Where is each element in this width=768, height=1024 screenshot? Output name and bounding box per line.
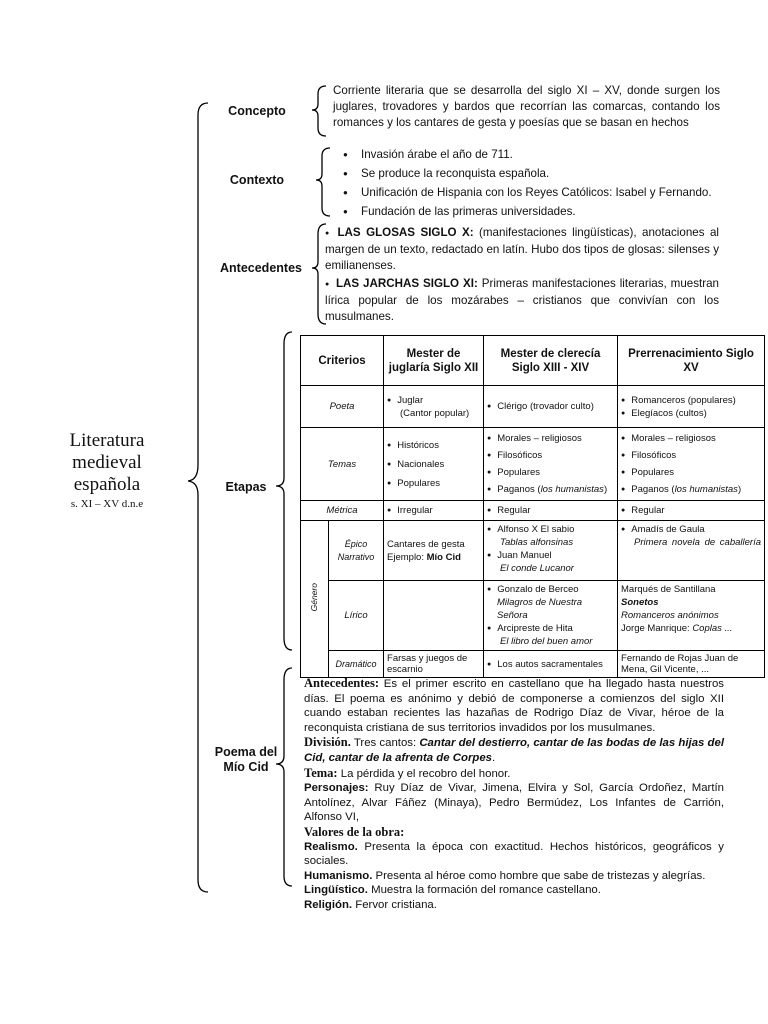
- list-item: ● Invasión árabe el año de 711.: [343, 145, 723, 164]
- section-text: Cantar del destierro, cantar de las bodas de las hijas del Cid, cantar de la afrenta de Corpes: [304, 737, 725, 764]
- section-title: División.: [304, 735, 351, 750]
- cell-temas-prerren: ● Morales – religiosos ● Filosóficos ● Populares ● Paganos (los humanistas): [618, 428, 765, 501]
- section-title: Humanismo.: [304, 869, 373, 882]
- section-text: .: [492, 751, 496, 764]
- cell-text: Populares: [397, 477, 441, 489]
- table-row: [301, 336, 765, 386]
- cell-text: ): [737, 484, 742, 495]
- cell-temas-clerecia: ● Morales – religiosos ● Filosóficos ● Populares ● Paganos (los humanistas): [484, 428, 618, 501]
- cell-poeta-juglaria: ● Juglar (Cantor popular): [384, 386, 484, 428]
- cell-text: Elegíacos (cultos): [631, 407, 707, 419]
- cell-text: El conde Lucanor: [500, 563, 574, 574]
- section-title: Personajes:: [304, 782, 369, 795]
- cell-dramatico-juglaria: Farsas y juegos de escarnio: [384, 651, 484, 678]
- miocid-content: [304, 676, 724, 913]
- row-label-metrica: Métrica: [301, 501, 384, 521]
- cell-text: Romanceros anónimos: [621, 610, 719, 621]
- cell-text: Jorge Manrique:: [621, 623, 693, 634]
- cell-text: Irregular: [397, 505, 433, 516]
- cell-text: ): [603, 484, 608, 495]
- main-title-line: Literatura: [69, 430, 145, 451]
- list-item: ● Se produce la reconquista española.: [343, 164, 723, 183]
- section-text: Ruy Díaz de Vivar, Jimena, Elvira y Sol, García Ordoñez, Martín Antolínez, Alvar Fáñez (Minaya), Pedro Bermúdez, Los Infantes de Carrión, Alfonso VI,: [304, 782, 724, 824]
- valor-item: [304, 869, 724, 884]
- cell-text: Históricos: [397, 439, 439, 451]
- cell-metrica-clerecia: ● Regular: [484, 501, 618, 521]
- cell-text: Populares: [497, 467, 541, 478]
- main-title: [52, 430, 162, 496]
- table-row: [301, 651, 765, 678]
- glosas-text: (manifestaciones lingüísticas), anotaciones al margen de un texto, redactado en latín. Hubo dos tipos de glosas: silenses y emilianenses.: [325, 226, 719, 272]
- cell-text: Ejemplo:: [387, 551, 427, 563]
- concepto-brace: [312, 86, 326, 136]
- cell-text: Sonetos: [621, 597, 659, 608]
- cell-text: Regular: [631, 505, 665, 516]
- contexto-list: [343, 145, 723, 221]
- antecedentes-brace: [312, 224, 326, 324]
- table-row: [301, 501, 765, 521]
- glosas-title: LAS GLOSAS SIGLO X:: [337, 226, 474, 239]
- genero-label: Género: [309, 582, 319, 612]
- miocid-brace: [276, 668, 292, 886]
- cell-text: Morales – religiosos: [631, 433, 716, 444]
- cell-text: Amadís de Gaula: [631, 524, 705, 535]
- cell-metrica-prerren: ● Regular: [618, 501, 765, 521]
- header-clerecia: Mester de clerecía Siglo XIII - XIV: [484, 336, 618, 386]
- section-title: Tema:: [304, 765, 338, 780]
- valor-item: [304, 840, 724, 869]
- jarchas-title: LAS JARCHAS SIGLO XI:: [335, 277, 478, 290]
- jarchas-block: [325, 276, 719, 325]
- cell-text: (Cantor popular): [400, 407, 470, 419]
- cell-text: los humanistas: [674, 484, 738, 495]
- table-row: [301, 428, 765, 501]
- cell-epico-juglaria: [384, 521, 484, 581]
- cell-text: Gonzalo de Berceo: [497, 584, 579, 595]
- main-brace: [188, 103, 208, 892]
- concepto-text: Corriente literaria que se desarrolla del siglo XI – XV, donde surgen los juglares, trovadores y bardos que recorrían las comarcas, contando los romances y los cantares de gesta y poesías que se basan en hechos: [333, 84, 720, 129]
- table-row: [301, 581, 765, 651]
- cell-lirico-prerren: [618, 581, 765, 651]
- cell-text: Morales – religiosos: [497, 433, 582, 444]
- cell-poeta-prerren: ● Romanceros (populares) ● Elegíacos (cultos): [618, 386, 765, 428]
- cell-text: Romanceros (populares): [631, 394, 736, 406]
- contexto-label: Contexto: [229, 173, 285, 187]
- table-row: [301, 386, 765, 428]
- cell-text: Coplas ...: [692, 623, 733, 634]
- miocid-label: Poema del Mío Cid: [214, 745, 278, 774]
- cell-temas-juglaria: ● Históricos ● Nacionales ● Populares: [384, 428, 484, 501]
- contexto-brace: [316, 148, 330, 216]
- bullet-icon: ●: [325, 230, 332, 237]
- main-title-line: medieval: [72, 452, 142, 473]
- section-title: Religión.: [304, 898, 353, 911]
- header-criterios: Criterios: [301, 336, 384, 386]
- miocid-personajes: [304, 781, 724, 825]
- bullet-icon: ●: [325, 281, 330, 288]
- cell-text: Marqués de Santillana: [621, 584, 716, 595]
- cell-text: los humanistas: [540, 484, 604, 495]
- cell-text: Regular: [497, 505, 531, 516]
- section-text: Muestra la formación del romance castellano.: [367, 884, 601, 897]
- row-label-dramatico: Dramático: [329, 651, 384, 678]
- main-title-line: española: [73, 474, 141, 495]
- cell-text: Mío Cid: [426, 551, 461, 563]
- cell-text: El libro del buen amor: [500, 636, 593, 647]
- cell-text: Milagros de Nuestra Señora: [497, 597, 583, 621]
- row-label-poeta: Poeta: [301, 386, 384, 428]
- cell-lirico-clerecia: ● Gonzalo de Berceo Milagros de Nuestra Señora ● Arcipreste de Hita El libro del buen amor: [484, 581, 618, 651]
- section-text: Tres cantos:: [350, 737, 420, 750]
- cell-text: Tablas alfonsinas: [500, 537, 574, 548]
- cell-text: Nacionales: [397, 458, 445, 470]
- section-text: Fervor cristiana.: [352, 898, 437, 911]
- section-text: Es el primer escrito en castellano que ha llegado hasta nuestros días. El poema es anónimo y debió de componerse a comienzos del siglo XII cuando estaban recientes las hazañas de Rodrigo Díaz de Vivar, héroe de la reconquista cristiana de sus territorios invadidos por los musulmanes.: [304, 678, 724, 734]
- section-title: Realismo.: [304, 840, 358, 853]
- cell-text: Filosóficos: [631, 450, 677, 461]
- glosas-block: [325, 225, 719, 274]
- cell-text: Paganos (: [497, 484, 541, 495]
- cell-text: Paganos (: [631, 484, 675, 495]
- miocid-antecedentes: [304, 676, 724, 735]
- cell-text: Filosóficos: [497, 450, 543, 461]
- cell-epico-clerecia: ● Alfonso X El sabio Tablas alfonsinas ● Juan Manuel El conde Lucanor: [484, 521, 618, 581]
- jarchas-text: Primeras manifestaciones literarias, muestran lírica popular de los mozárabes – cristianos que convivían con los musulmanes.: [325, 277, 719, 323]
- row-label-lirico: Lírico: [329, 581, 384, 651]
- section-title: Antecedentes:: [304, 676, 379, 690]
- etapas-table: [300, 335, 765, 678]
- cell-epico-prerren: ● Amadís de Gaula Primera novela de caballería: [618, 521, 765, 581]
- header-prerrenacimiento: Prerrenacimiento Siglo XV: [618, 336, 765, 386]
- miocid-tema: [304, 766, 724, 782]
- cell-text: Cantares de gesta: [387, 538, 465, 550]
- section-text: Presenta la época con exactitud. Hechos históricos, geográficos y sociales.: [304, 840, 724, 868]
- table-row: [301, 521, 765, 581]
- list-item: ● Fundación de las primeras universidades.: [343, 202, 723, 221]
- section-text: La pérdida y el recobro del honor.: [337, 767, 511, 780]
- list-item: ● Unificación de Hispania con los Reyes Católicos: Isabel y Fernando.: [343, 183, 723, 202]
- valor-item: [304, 898, 724, 913]
- cell-text: Clérigo (trovador culto): [497, 401, 594, 412]
- row-label-temas: Temas: [301, 428, 384, 501]
- header-juglaria: Mester de juglaría Siglo XII: [384, 336, 484, 386]
- section-title: Lingüístico.: [304, 884, 368, 897]
- valor-item: [304, 883, 724, 898]
- main-subtitle: s. XI – XV d.n.e: [70, 498, 144, 510]
- valores-title: Valores de la obra:: [304, 824, 405, 839]
- cell-poeta-clerecia: ● Clérigo (trovador culto): [484, 386, 618, 428]
- antecedentes-label: Antecedentes: [220, 261, 302, 275]
- miocid-division: [304, 735, 724, 765]
- cell-text: Primera novela de caballería: [634, 537, 762, 548]
- section-text: Presenta al héroe como hombre que sabe de tristezas y alegrías.: [372, 869, 706, 882]
- cell-text: Juan Manuel: [497, 550, 552, 561]
- cell-dramatico-clerecia: ● Los autos sacramentales: [484, 651, 618, 678]
- cell-text: Populares: [631, 467, 675, 478]
- cell-metrica-juglaria: ● Irregular: [384, 501, 484, 521]
- etapas-brace: [276, 332, 292, 650]
- cell-text: Juglar: [397, 394, 424, 406]
- cell-text: Alfonso X El sabio: [497, 524, 575, 535]
- cell-lirico-juglaria: [384, 581, 484, 651]
- row-label-epico: Épico Narrativo: [329, 521, 384, 581]
- genero-cell: [301, 521, 329, 678]
- cell-text: Los autos sacramentales: [497, 658, 603, 670]
- etapas-label: Etapas: [225, 480, 267, 494]
- concepto-label: Concepto: [228, 104, 286, 118]
- cell-dramatico-prerren: Fernando de Rojas Juan de Mena, Gil Vicente, ...: [618, 651, 765, 678]
- cell-text: Arcipreste de Hita: [497, 623, 573, 634]
